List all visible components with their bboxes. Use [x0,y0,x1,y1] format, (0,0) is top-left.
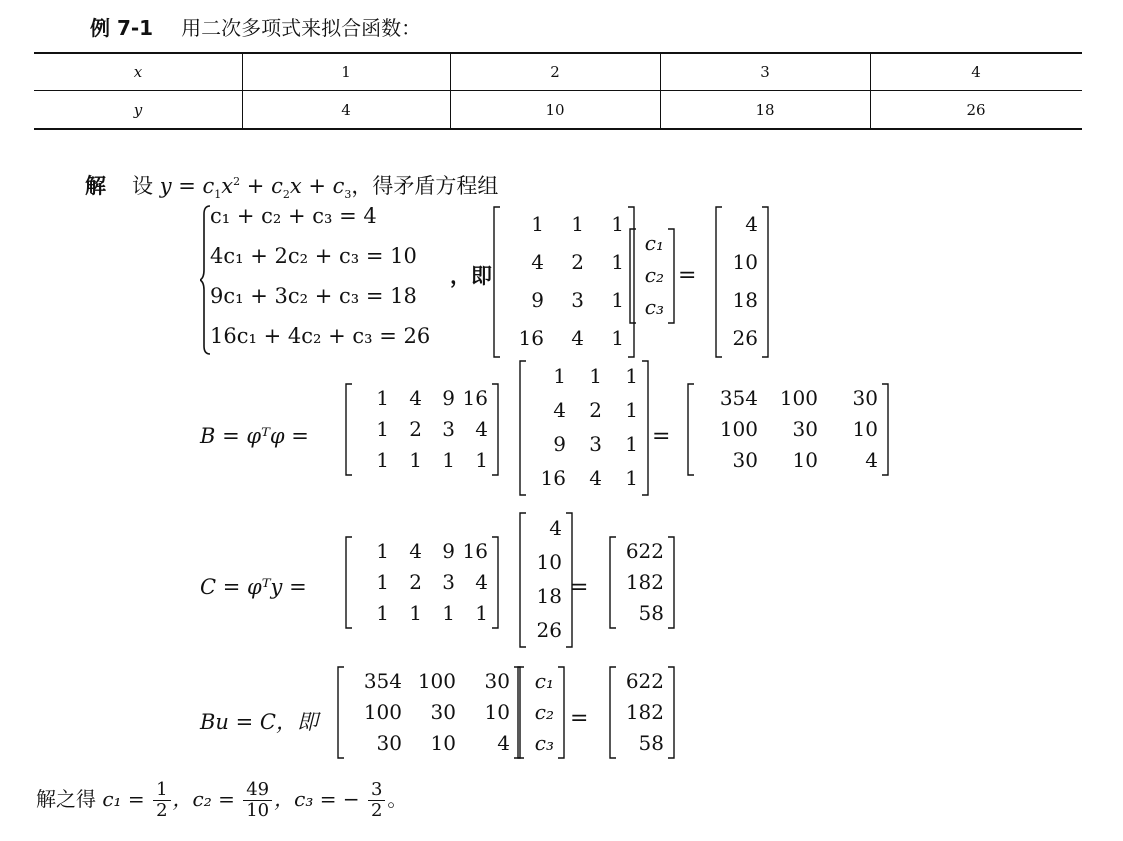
system-equation-1: c₁ + c₂ + c₃ = 4 [210,204,377,228]
matrix-entry: 16 [518,326,544,350]
matrix-entry: 4 [553,398,566,422]
matrix-entry: 100 [779,385,818,410]
equals-sign: = [570,706,589,731]
c-label: C = φᵀy = [200,575,307,599]
equals-sign: = [678,263,697,288]
solution-intro-prefix: 设 [132,174,153,198]
phi-matrix [518,360,650,496]
matrix-entry: 3 [442,569,455,594]
matrix-entry: 10 [484,699,510,724]
matrix-entry: c₂ [644,263,664,287]
matrix-entry: 1 [531,212,544,236]
matrix-entry: 10 [732,250,758,274]
matrix-entry: 1 [376,569,389,594]
solution-intro-suffix: ，得矛盾方程组 [351,174,499,198]
matrix-entry: 100 [363,699,402,724]
c-result-vector [608,666,676,759]
matrix-entry: 16 [462,538,488,563]
matrix-entry: 1 [409,447,422,472]
matrix-entry: 1 [611,326,624,350]
matrix-entry: 1 [625,398,638,422]
matrix-entry: c₁ [644,231,664,255]
matrix-entry: 30 [792,416,818,441]
matrix-entry: 1 [409,600,422,625]
matrix-entry: c₂ [534,699,554,724]
fraction: $\frac{49}{10}$ [243,780,272,821]
matrix-entry: 182 [625,569,664,594]
matrix-entry: 9 [442,538,455,563]
matrix-entry: 4 [475,569,488,594]
matrix-entry: 3 [571,288,584,312]
matrix-entry: 100 [719,416,758,441]
fraction: $\frac{1}{2}$ [153,780,170,821]
matrix-entry: 26 [536,618,562,642]
matrix-entry: 3 [442,416,455,441]
matrix-entry: 1 [553,364,566,388]
matrix-entry: 1 [611,288,624,312]
matrix-entry: 26 [732,326,758,350]
matrix-entry: 1 [442,447,455,472]
matrix-entry: 1 [625,432,638,456]
matrix-entry: 4 [865,447,878,472]
matrix-entry: 4 [745,212,758,236]
solution-intro: 解 设 $y = c_1x^2 + c_2x + c_3$，得矛盾方程组 [85,174,499,202]
data-table: x 1 2 3 4 y 4 10 18 26 [34,52,1082,130]
matrix-entry: 10 [852,416,878,441]
matrix-entry: 16 [462,385,488,410]
phi-matrix [492,206,636,358]
system-equation-2: 4c₁ + 2c₂ + c₃ = 10 [210,244,417,268]
matrix-entry: 2 [409,569,422,594]
bu-label: Bu = C，即 [200,710,318,734]
phi-transpose-matrix [344,536,500,629]
matrix-entry: 2 [409,416,422,441]
matrix-entry: 3 [589,432,602,456]
matrix-entry: 1 [376,600,389,625]
matrix-entry: 1 [376,447,389,472]
matrix-entry: 1 [571,212,584,236]
matrix-entry: 10 [430,730,456,755]
c-vector [628,228,676,324]
matrix-entry: c₃ [534,730,554,755]
matrix-entry: 18 [536,584,562,608]
matrix-entry: 622 [625,538,664,563]
matrix-entry: 16 [540,466,566,490]
matrix-entry: 9 [442,385,455,410]
matrix-entry: 2 [589,398,602,422]
matrix-entry: c₁ [534,668,554,693]
matrix-entry: 1 [376,416,389,441]
table-divider [450,54,451,128]
table-divider [870,54,871,128]
system-equation-3: 9c₁ + 3c₂ + c₃ = 18 [210,284,417,308]
connector-text: ，即 [450,263,492,288]
matrix-entry: 1 [611,212,624,236]
matrix-entry: 354 [363,668,402,693]
matrix-entry: 4 [531,250,544,274]
matrix-entry: 182 [625,699,664,724]
final-prefix: 解之得 [36,787,96,811]
matrix-entry: 1 [376,385,389,410]
matrix-entry: 1 [475,447,488,472]
phi-transpose-matrix [344,383,500,476]
table-divider [660,54,661,128]
matrix-entry: 30 [732,447,758,472]
matrix-entry: 30 [430,699,456,724]
matrix-entry: 1 [442,600,455,625]
matrix-entry: 58 [638,600,664,625]
table-bottom-rule [34,128,1082,130]
matrix-entry: 4 [409,385,422,410]
matrix-entry: 1 [589,364,602,388]
matrix-entry: 4 [549,516,562,540]
matrix-entry: 100 [417,668,456,693]
matrix-entry: 622 [625,668,664,693]
matrix-entry: 4 [497,730,510,755]
matrix-entry: 354 [719,385,758,410]
matrix-entry: 10 [792,447,818,472]
table-divider [242,54,243,128]
equals-sign: = [652,424,671,449]
equation-system [200,204,460,356]
example-title [90,12,421,41]
final-result: 解之得 c₁ = $\frac{1}{2}$ ，c₂ = $\frac{49}{10}$ ，c₃ = − $\frac{3}{2}$ 。 [36,779,408,821]
matrix-entry: 18 [732,288,758,312]
system-equation-4: 16c₁ + 4c₂ + c₃ = 26 [210,324,431,348]
model-equation: y [159,174,172,198]
matrix-entry: 1 [475,600,488,625]
matrix-entry: 4 [475,416,488,441]
c-vector [516,666,566,759]
matrix-entry: 2 [571,250,584,274]
matrix-entry: 1 [611,250,624,274]
matrix-entry: 58 [638,730,664,755]
matrix-entry: 4 [571,326,584,350]
equals-sign: = [570,575,589,600]
y-vector [518,512,574,648]
example-text: 用二次多项式来拟合函数： [181,16,422,40]
fraction: $\frac{3}{2}$ [368,780,385,821]
matrix-entry: c₃ [644,295,664,319]
matrix-entry: 10 [536,550,562,574]
table-mid-rule [34,90,1082,91]
matrix-entry: 1 [625,364,638,388]
matrix-entry: 9 [553,432,566,456]
matrix-entry: 1 [625,466,638,490]
b-label: B = φᵀφ = [200,424,309,448]
matrix-entry: 4 [409,538,422,563]
b-matrix [336,666,522,759]
c-result-vector [608,536,676,629]
matrix-entry: 30 [484,668,510,693]
table-top-rule [34,52,1082,54]
matrix-entry: 9 [531,288,544,312]
b-matrix [686,383,890,476]
y-vector [714,206,770,358]
matrix-entry: 30 [852,385,878,410]
matrix-entry: 4 [589,466,602,490]
solution-label: 解 [85,174,106,198]
matrix-entry: 1 [376,538,389,563]
matrix-entry: 30 [376,730,402,755]
example-label: 例 7-1 [90,16,154,40]
